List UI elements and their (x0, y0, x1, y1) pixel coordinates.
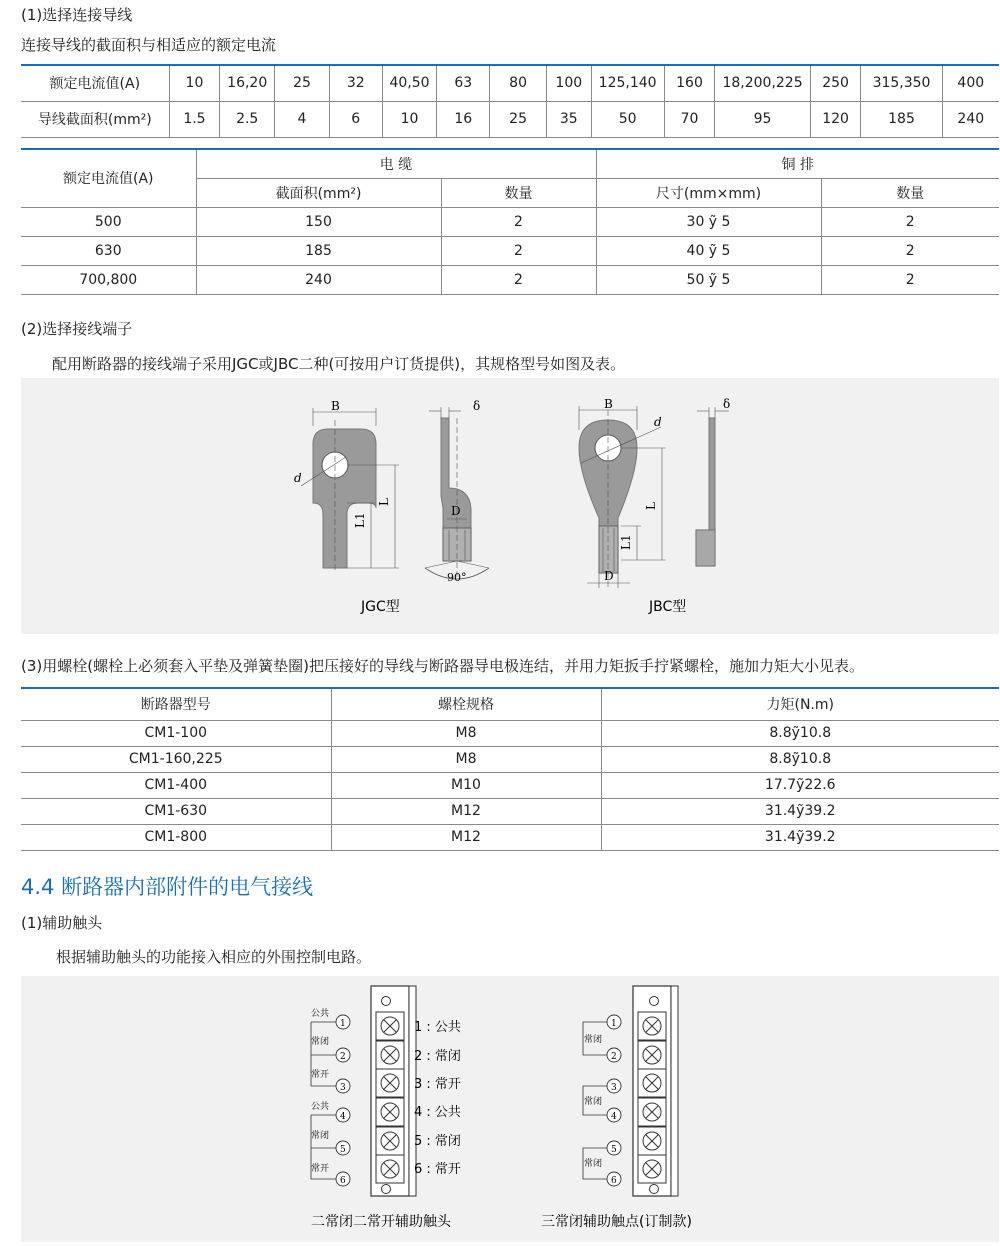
col-header-model: 断路器型号 (21, 688, 331, 720)
table-cell: 1.5 (169, 101, 220, 137)
table-cell: CM1-100 (21, 720, 331, 746)
label-nc: 常闭 (584, 1035, 603, 1045)
table-cell: CM1-400 (21, 772, 331, 798)
terminal-screw-icon (376, 1069, 404, 1097)
wire-area-table (21, 64, 999, 138)
terminal-number: 3 (340, 1083, 346, 1093)
table-cell: 25 (275, 65, 330, 101)
terminal-number: 4 (340, 1112, 346, 1122)
table-cell: 32 (329, 65, 382, 101)
label-no: 常开 (311, 1164, 330, 1174)
jbc-caption: JBC型 (649, 599, 687, 615)
table-cell: 240 (942, 101, 999, 137)
jbc-dim-D-label: D (604, 569, 614, 583)
legend-item: 6 : 常开 (414, 1162, 461, 1177)
aux-contact-panel (21, 976, 999, 1242)
table-cell: CM1-160,225 (21, 746, 331, 772)
left-contact-group-2 (311, 1100, 350, 1186)
table-cell: 6 (329, 101, 382, 137)
terminal-drawing-panel (21, 378, 999, 634)
table-cell: 70 (664, 101, 715, 137)
table-cell: 2 (441, 265, 596, 294)
table-cell: 8.8ỹ10.8 (601, 746, 999, 772)
col-header-cable-qty: 数量 (441, 178, 596, 207)
section-1-heading: (1)选择连接导线 (21, 6, 133, 24)
table-cell: 630 (21, 236, 196, 265)
jbc-dim-delta-label: δ (723, 397, 731, 411)
table-row (21, 207, 999, 236)
table-cell: 4 (275, 101, 330, 137)
table-cell: 250 (810, 65, 861, 101)
terminal-drawing (21, 378, 999, 634)
jbc-dim-d-label: d (654, 415, 662, 429)
table-cell: 25 (490, 101, 547, 137)
terminal-screw-icon (376, 1127, 404, 1155)
legend-item: 1 : 公共 (414, 1020, 461, 1035)
table-cell: 2 (821, 207, 999, 236)
table-row (21, 101, 999, 137)
table-header-row (21, 688, 999, 720)
table-cell: 160 (664, 65, 715, 101)
table-cell: 8.8ỹ10.8 (601, 720, 999, 746)
aux-contact-drawing (21, 976, 999, 1242)
torque-table (21, 687, 999, 851)
dim-d-label: d (294, 471, 302, 485)
label-common: 公共 (311, 1102, 330, 1112)
col-header-busbar-size: 尺寸(mm×mm) (596, 178, 821, 207)
table-header-row (21, 149, 999, 178)
col-header-busbar-qty: 数量 (821, 178, 999, 207)
table-cell: 40,50 (382, 65, 437, 101)
table-cell: 50 (591, 101, 664, 137)
table-cell: 80 (490, 65, 547, 101)
table-cell: 100 (546, 65, 591, 101)
section-3-heading: (3)用螺栓(螺栓上必须套入平垫及弹簧垫圈)把压接好的导线与断路器导电极连结，并用力矩扳手拧紧螺栓，施加力矩大小见表。 (21, 657, 864, 675)
jbc-front-view (579, 397, 666, 588)
table-cell: 400 (942, 65, 999, 101)
legend-item: 5 : 常闭 (414, 1134, 461, 1149)
terminal-number: 3 (611, 1083, 617, 1093)
table-cell: 500 (21, 207, 196, 236)
table-cell: CM1-800 (21, 824, 331, 850)
table-cell: 31.4ỹ39.2 (601, 824, 999, 850)
terminal-screw-icon (376, 1041, 404, 1069)
col-header-cable-area: 截面积(mm²) (196, 178, 441, 207)
label-no: 常开 (311, 1070, 330, 1080)
table-cell: 17.7ỹ22.6 (601, 772, 999, 798)
section-1-subheading: 连接导线的截面积与相适应的额定电流 (21, 36, 277, 54)
table-cell: 120 (810, 101, 861, 137)
group-header-busbar: 铜 排 (596, 149, 999, 178)
table-row (21, 65, 999, 101)
terminal-number: 1 (611, 1019, 617, 1029)
terminal-number: 5 (611, 1145, 617, 1155)
legend-item: 4 : 公共 (414, 1105, 461, 1120)
table-row (21, 798, 999, 824)
terminal-screw-icon (376, 1155, 404, 1183)
cable-busbar-table (21, 148, 999, 295)
table-cell: 700,800 (21, 265, 196, 294)
table-row (21, 265, 999, 294)
terminal-number: 2 (611, 1052, 617, 1062)
right-contact-groups (583, 1015, 621, 1186)
label-nc: 常闭 (311, 1131, 330, 1141)
table-row (21, 720, 999, 746)
label-nc: 常闭 (584, 1159, 603, 1169)
section-2-description: 配用断路器的接线端子采用JGC或JBC二种(可按用户订货提供)，其规格型号如图及表。 (52, 355, 626, 373)
right-diagram-caption: 三常闭辅助触点(订制款) (541, 1214, 692, 1230)
table-cell: 95 (715, 101, 810, 137)
left-diagram-caption: 二常闭二常开辅助触头 (311, 1214, 451, 1230)
table-cell: M12 (331, 824, 601, 850)
table-cell: M10 (331, 772, 601, 798)
group-header-cable: 电 缆 (196, 149, 596, 178)
table-cell: 30 ỹ 5 (596, 207, 821, 236)
section-4-4-description: 根据辅助触头的功能接入相应的外围控制电路。 (56, 948, 372, 966)
table-cell: 185 (861, 101, 942, 137)
jbc-dim-L-label: L (644, 502, 658, 510)
terminal-number: 6 (340, 1176, 346, 1186)
row-label-current: 额定电流值(A) (21, 65, 169, 101)
angle-label: 90° (447, 571, 467, 584)
jbc-dim-L1-label: L1 (619, 534, 633, 550)
terminal-number: 1 (340, 1019, 346, 1029)
label-nc: 常闭 (584, 1097, 603, 1107)
section-4-4-title: 4.4 断路器内部附件的电气接线 (21, 875, 314, 899)
dim-B-label: B (331, 399, 340, 413)
jgc-side-view (425, 399, 489, 584)
legend-item: 3 : 常开 (414, 1077, 461, 1092)
table-cell: 40 ỹ 5 (596, 236, 821, 265)
table-cell: 125,140 (591, 65, 664, 101)
table-cell: 18,200,225 (715, 65, 810, 101)
table-cell: M12 (331, 798, 601, 824)
section-4-4-subheading: (1)辅助触头 (21, 914, 103, 932)
col-header-current: 额定电流值(A) (21, 149, 196, 207)
table-cell: 150 (196, 207, 441, 236)
table-row (21, 746, 999, 772)
terminal-number: 6 (611, 1176, 617, 1186)
table-cell: 315,350 (861, 65, 942, 101)
jgc-front-view (294, 399, 399, 573)
label-nc: 常闭 (311, 1037, 330, 1047)
table-cell: 16 (437, 101, 490, 137)
dim-L-label: L (377, 498, 391, 506)
label-common: 公共 (311, 1009, 330, 1019)
legend-item: 2 : 常闭 (414, 1049, 461, 1064)
table-cell: 185 (196, 236, 441, 265)
table-cell: 2 (821, 265, 999, 294)
jgc-caption: JGC型 (361, 599, 400, 615)
table-cell: 2.5 (220, 101, 275, 137)
left-terminal-block (371, 986, 416, 1196)
table-cell: 16,20 (220, 65, 275, 101)
table-row (21, 236, 999, 265)
table-cell: M8 (331, 746, 601, 772)
row-label-area: 导线截面积(mm²) (21, 101, 169, 137)
dim-L1-label: L1 (353, 512, 367, 528)
terminal-number: 5 (340, 1145, 346, 1155)
terminal-number: 2 (340, 1052, 346, 1062)
right-terminal-block (633, 986, 678, 1196)
table-cell: 2 (441, 207, 596, 236)
terminal-screw-icon (376, 1098, 404, 1126)
table-cell: 31.4ỹ39.2 (601, 798, 999, 824)
table-cell: 240 (196, 265, 441, 294)
terminal-screw-icon (638, 1041, 666, 1069)
col-header-bolt: 螺栓规格 (331, 688, 601, 720)
terminal-screw-icon (638, 1012, 666, 1040)
dim-delta-label: δ (473, 399, 481, 413)
table-cell: 2 (821, 236, 999, 265)
table-row (21, 772, 999, 798)
table-cell: 10 (169, 65, 220, 101)
table-row (21, 824, 999, 850)
dim-D-label: D (451, 504, 461, 518)
section-2-heading: (2)选择接线端子 (21, 320, 133, 338)
terminal-screw-icon (638, 1127, 666, 1155)
terminal-screw-icon (638, 1069, 666, 1097)
table-cell: M8 (331, 720, 601, 746)
table-cell: CM1-630 (21, 798, 331, 824)
table-cell: 63 (437, 65, 490, 101)
jbc-side-view (696, 397, 730, 566)
table-cell: 2 (441, 236, 596, 265)
terminal-screw-icon (376, 1012, 404, 1040)
table-cell: 35 (546, 101, 591, 137)
table-cell: 10 (382, 101, 437, 137)
terminal-screw-icon (638, 1098, 666, 1126)
col-header-torque: 力矩(N.m) (601, 688, 999, 720)
jbc-dim-B-label: B (604, 397, 613, 411)
table-cell: 50 ỹ 5 (596, 265, 821, 294)
left-contact-group-1 (311, 1007, 350, 1093)
terminal-number: 4 (611, 1112, 617, 1122)
left-legend (414, 1019, 461, 1177)
terminal-screw-icon (638, 1155, 666, 1183)
